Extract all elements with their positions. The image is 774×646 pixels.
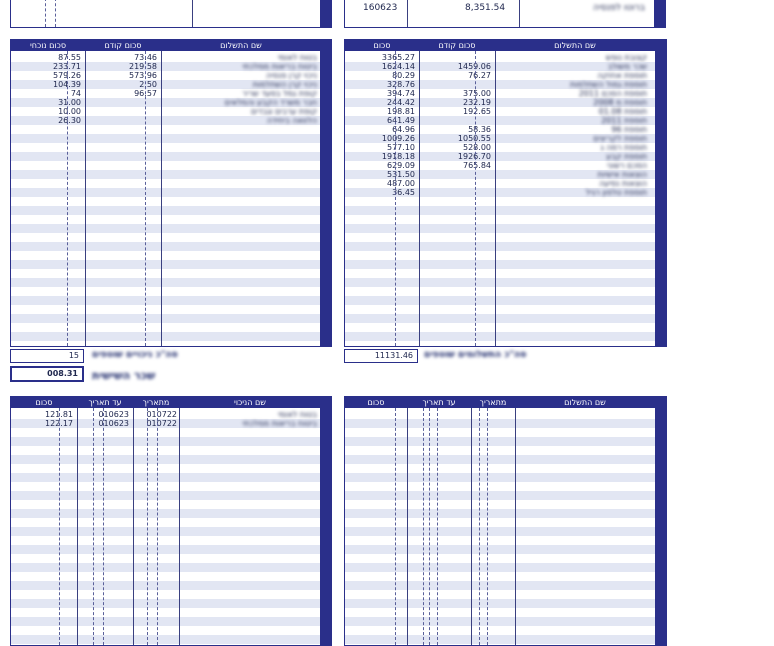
payments-table [344,39,666,347]
table-row [345,323,665,332]
table-row [345,332,665,341]
payment-sum-cell: 3365.27 [381,53,415,62]
deduction-name-cell: ביטוח בריאות ממלכתי [242,62,317,71]
table-row [345,590,665,599]
payments-header-name: שם התשלום [554,41,596,50]
table-row [345,314,665,323]
top-code: 160623 [363,3,398,13]
table-row [11,233,331,242]
payment-sum-cell: 1918.18 [381,152,415,161]
payment-sum-cell: 641.49 [387,116,415,125]
payment-name-cell: קצובת נופש [605,53,647,62]
table-row [345,509,665,518]
payments-spine [655,39,667,347]
table-row [11,332,331,341]
deductions-total-label: סה"כ ניכויים שוטפים [92,350,178,360]
payment-name-cell: תוספת לקריצים [593,134,647,143]
table-row [11,242,331,251]
table-row [345,62,665,71]
deduction-prev-cell [87,116,157,125]
table-row [345,527,665,536]
payment-prev-cell [421,188,491,197]
table-row [345,71,665,80]
payments-period-header-name: שם התשלום [564,398,606,407]
deduction-name-cell: הלוואה ביחידה [266,116,317,125]
table-row [345,152,665,161]
table-row [345,107,665,116]
table-row [345,134,665,143]
table-row [345,491,665,500]
table-row [345,80,665,89]
table-row [345,608,665,617]
payment-sum-cell: 629.09 [387,161,415,170]
table-row [11,107,331,116]
deduction-sum-cell: 26.30 [58,116,81,125]
table-row [345,563,665,572]
table-row [345,269,665,278]
deduction-prev-cell: 219.58 [129,62,157,71]
payments-header-prev: סכום קודם [438,41,476,50]
table-row [11,206,331,215]
table-row [11,62,331,71]
payment-name-cell: תוספת קבע [606,152,647,161]
table-row [11,53,331,62]
table-row [11,215,331,224]
table-row [345,170,665,179]
payment-name-cell: תוספת מ 2008 [593,98,647,107]
table-row [345,572,665,581]
deduction-sum-cell: 74 [70,89,81,98]
payment-name-cell: הסכם רשוני [607,161,647,170]
deductions-period-table [10,396,332,646]
table-row [345,536,665,545]
table-row [345,581,665,590]
table-row [11,305,331,314]
table-row [345,428,665,437]
table-row [345,260,665,269]
payment-prev-cell: 765.84 [463,161,491,170]
deduction-sum-cell: 233.71 [53,62,81,71]
table-row [345,617,665,626]
table-row [11,296,331,305]
period-deduction-sum-cell: 122.17 [45,419,73,428]
deductions-spine [320,39,332,347]
payments-period-table [344,396,666,646]
table-row [11,161,331,170]
payments-period-header-to: עד תאריך [422,398,456,407]
deductions-period-header-to: עד תאריך [88,398,122,407]
table-row [11,314,331,323]
payment-name-cell: תוספת הסכם 2011 [578,89,647,98]
table-row [345,437,665,446]
payment-sum-cell: 394.74 [387,89,415,98]
payments-period-spine [655,396,667,646]
table-row [345,125,665,134]
payment-prev-cell: 375.00 [463,89,491,98]
payments-total-label: סה"כ התשלומים שוטפים [424,350,527,360]
table-row [345,296,665,305]
table-row [11,287,331,296]
payment-sum-cell: 487.00 [387,179,415,188]
top-right-strip [344,0,666,28]
payments-period-header-from: מתאריך [479,398,507,407]
payment-prev-cell [421,116,491,125]
table-row [345,635,665,644]
period-deduction-sum-cell: 121.81 [45,410,73,419]
period-deduction-from-cell: 010722 [146,410,177,419]
deduction-prev-cell: 573.96 [129,71,157,80]
table-row [11,134,331,143]
payment-sum-cell: 36.45 [392,188,415,197]
deduction-name-cell: חבר משרד הקבע והמלאים [224,98,317,107]
payment-prev-cell: 1459.06 [457,62,491,71]
period-deduction-from-cell: 010722 [146,419,177,428]
table-row [345,251,665,260]
table-row [345,179,665,188]
top-right-spine [654,0,666,28]
payment-prev-cell: 76.27 [468,71,491,80]
table-row [345,626,665,635]
table-row [345,518,665,527]
deduction-sum-cell: 104.39 [53,80,81,89]
deduction-sum-cell: 10.00 [58,107,81,116]
top-label: ברוטו לפנסיה [593,3,645,13]
payment-sum-cell: 244.42 [387,98,415,107]
table-row [345,197,665,206]
table-row [345,455,665,464]
payments-header [345,40,665,51]
payment-name-cell: שכר משולב [607,62,647,71]
table-row [345,482,665,491]
table-row [345,545,665,554]
payment-name-cell: תוספת 2011 [601,116,647,125]
table-row [11,224,331,233]
deductions-period-header-name: שם הניכוי [234,398,266,407]
payment-prev-cell: 58.36 [468,125,491,134]
table-row [345,305,665,314]
table-row [11,71,331,80]
payment-sum-cell: 64.96 [392,125,415,134]
deductions-table [10,39,332,347]
table-row [11,179,331,188]
table-row [11,125,331,134]
payment-prev-cell: 1050.55 [457,134,491,143]
period-deduction-to-cell: 010623 [98,410,129,419]
table-row [345,419,665,428]
table-row [11,80,331,89]
payments-total-value: 11131.46 [344,349,418,363]
table-row [11,170,331,179]
table-row [345,287,665,296]
table-row [345,53,665,62]
table-row [345,473,665,482]
deductions-period-header-from: מתאריך [142,398,170,407]
payment-prev-cell [421,179,491,188]
payment-sum-cell: 577.10 [387,143,415,152]
deductions-header [11,40,331,51]
payment-sum-cell: 328.76 [387,80,415,89]
net-salary-label: שכר השישית [92,369,156,382]
table-row [11,341,331,347]
payment-prev-cell: 1926.70 [457,152,491,161]
table-row [11,251,331,260]
table-row [11,143,331,152]
period-deduction-name-cell: ביטוח בריאות ממלכתי [242,419,317,428]
table-row [345,500,665,509]
table-row [345,224,665,233]
deduction-name-cell: ניכוי קרן פנסיה [265,71,317,80]
deduction-prev-cell [87,107,157,116]
deduction-name-cell: קופת גמל בסעד שריר [242,89,317,98]
payment-prev-cell: 192.65 [463,107,491,116]
table-row [345,233,665,242]
table-row [11,89,331,98]
top-left-spine [320,0,332,28]
deductions-period-spine [320,396,332,646]
table-row [345,161,665,170]
payment-name-cell: תוספת 01.08 [598,107,647,116]
payment-prev-cell [421,170,491,179]
payment-prev-cell: 232.19 [463,98,491,107]
table-row [11,188,331,197]
table-row [345,341,665,347]
payment-name-cell: תוספת אחזקה [597,71,647,80]
table-row [11,197,331,206]
payment-name-cell: תוספת רמה ג [600,143,647,152]
deductions-period-header [11,397,331,408]
payment-name-cell: תוספת גמול השתלמות [570,80,647,89]
table-row [11,116,331,125]
deductions-total-value: 15 [10,349,84,363]
net-salary-value: 008.31 [10,366,84,382]
table-row [345,410,665,419]
payments-period-header-sum: סכום [367,398,385,407]
table-row [345,599,665,608]
table-row [345,464,665,473]
table-row [11,260,331,269]
top-left-strip [10,0,332,28]
deduction-sum-cell: 87.55 [58,53,81,62]
payment-sum-cell: 80.29 [392,71,415,80]
deductions-header-name: שם התשלום [220,41,262,50]
deductions-header-sum: סכום נוכחי [29,41,67,50]
deduction-sum-cell: 579.26 [53,71,81,80]
deduction-name-cell: בטוח לאומי [277,53,317,62]
payment-sum-cell: 1624.14 [381,62,415,71]
payment-prev-cell [421,80,491,89]
deduction-prev-cell: 73.46 [134,53,157,62]
table-row [345,242,665,251]
deduction-sum-cell: 31.00 [58,98,81,107]
table-row [11,152,331,161]
period-deduction-to-cell: 010623 [98,419,129,428]
payments-header-sum: סכום [373,41,391,50]
table-row [345,215,665,224]
table-row [11,269,331,278]
table-row [345,188,665,197]
payment-sum-cell: 531.50 [387,170,415,179]
payment-name-cell: הוצאות נסיעה [599,179,647,188]
table-row [345,143,665,152]
deduction-name-cell: ניכוי קרן השתלמות [252,80,317,89]
payment-name-cell: הוצאות אישיות [597,170,647,179]
payments-period-header [345,397,665,408]
deduction-prev-cell [87,98,157,107]
deduction-prev-cell: 2.50 [139,80,157,89]
table-row [345,89,665,98]
table-row [345,446,665,455]
table-row [11,323,331,332]
payment-name-cell: תוספת 96 [611,125,647,134]
payment-sum-cell: 198.81 [387,107,415,116]
deductions-period-header-sum: סכום [35,398,53,407]
period-deduction-name-cell: בטוח לאומי [277,410,317,419]
payment-prev-cell [421,53,491,62]
payment-prev-cell: 528.00 [463,143,491,152]
table-row [345,116,665,125]
top-amount: 8,351.54 [465,3,506,13]
deduction-prev-cell: 96.57 [134,89,157,98]
table-row [345,278,665,287]
deduction-name-cell: קופת ערבים וגבדים [250,107,317,116]
payment-name-cell: תוספת טלפון רגיל [585,188,647,197]
deductions-header-prev: סכום קודם [104,41,142,50]
table-row [11,98,331,107]
payment-sum-cell: 1009.26 [381,134,415,143]
table-row [345,554,665,563]
table-row [345,206,665,215]
table-row [345,98,665,107]
table-row [11,278,331,287]
